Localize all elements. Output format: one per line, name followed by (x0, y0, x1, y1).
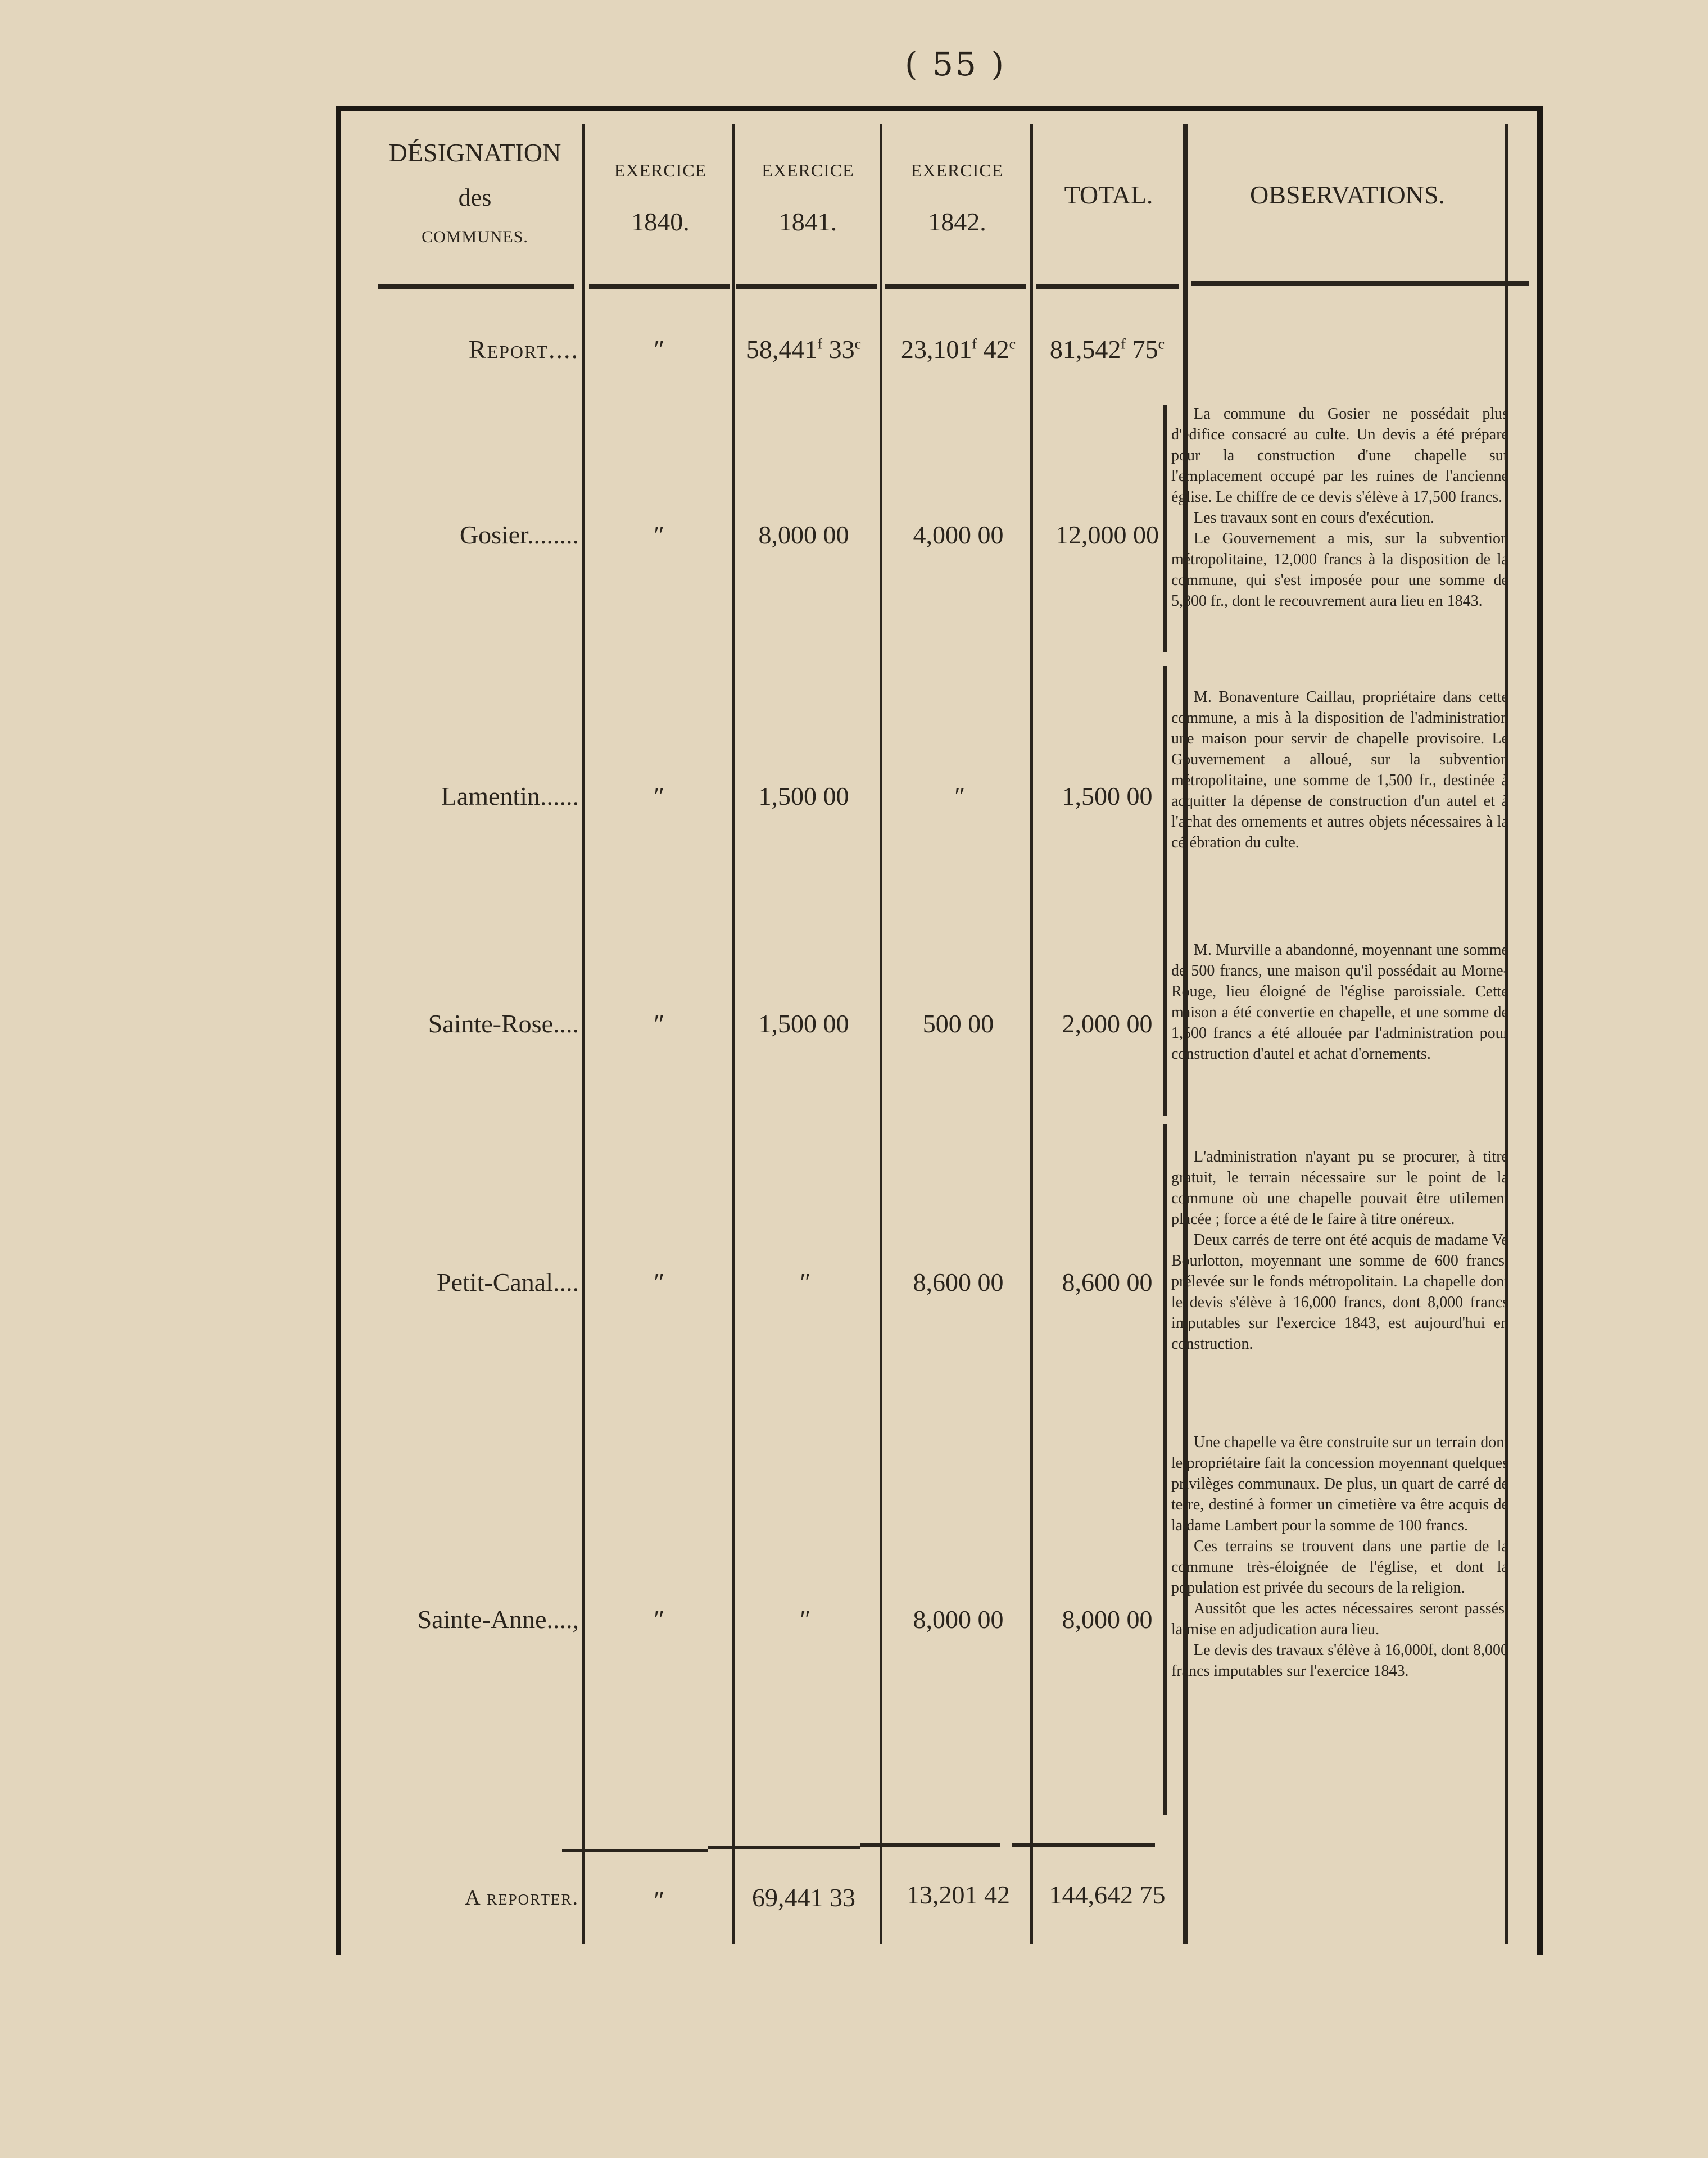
amount-total: 8,000 00 (1062, 1605, 1153, 1634)
header-rule (589, 284, 730, 289)
header-rule (1191, 281, 1529, 286)
observation-paragraph: Le devis des travaux s'élève à 16,000f, dont 8,000 francs imputables sur l'exercice 1843. (1171, 1642, 1508, 1680)
header-exercice-1840 (587, 160, 733, 237)
header-designation-line3: COMMUNES. (422, 228, 528, 246)
amount-1842: ″ (953, 782, 964, 810)
amount-1842: 500 00 (922, 1009, 994, 1038)
page-number: ( 55 ) (905, 45, 1006, 83)
header-exercice-label: EXERCICE (762, 160, 854, 180)
commune-name: Lamentin...... (441, 782, 579, 810)
header-observations: OBSERVATIONS. (1250, 180, 1445, 209)
observation-block (1171, 1432, 1508, 1681)
amount-total: 8,600 00 (1062, 1268, 1153, 1296)
commune-name: Sainte-Anne...., (417, 1605, 579, 1634)
report-1841 (725, 334, 882, 364)
report-total-cents: 75 (1132, 335, 1158, 364)
amount-1841: ″ (798, 1268, 809, 1296)
observation-brace (1163, 1124, 1167, 1416)
amount-1841: 1,500 00 (758, 782, 849, 810)
header-year: 1842. (928, 207, 986, 236)
header-rule (885, 284, 1026, 289)
amount-1842: 8,000 00 (913, 1605, 1004, 1634)
header-designation-line1: DÉSIGNATION (388, 138, 561, 167)
report-label: Report.... (468, 335, 579, 364)
header-exercice-label: EXERCICE (614, 160, 707, 180)
amount-1841: 8,000 00 (758, 520, 849, 549)
header-exercice-1841 (736, 160, 880, 237)
report-1842-cents: 42 (983, 335, 1009, 364)
observation-paragraph: M. Bonaventure Caillau, propriétaire dans cette commune, a mis à la disposition de l'administration une maison pour servir de chapelle provisoire. Le Gouvernement a alloué, sur la subvention métropolitaine, une somme de 1,500 fr., destinée à acquitter la dépense de construction d'un autel et à l'achat des ornements et autres objets nécessaires à la célébration du culte. (1171, 688, 1508, 851)
total-rule (860, 1843, 1000, 1847)
observation-paragraph: Ces terrains se trouvent dans une partie de la commune très-éloignée de l'église, et dont la population est privée du secours de la religion. (1171, 1538, 1508, 1597)
header-exercice-1842 (884, 160, 1031, 237)
carry-forward-1840: ″ (652, 1886, 663, 1915)
amount-1840: ″ (652, 520, 663, 549)
total-rule (562, 1849, 708, 1852)
observation-block (1171, 1146, 1508, 1354)
report-1842-franc-unit: f (972, 336, 977, 352)
observation-block (1171, 404, 1508, 611)
report-1842 (882, 334, 1034, 364)
header-total: TOTAL. (1064, 180, 1153, 209)
carry-forward-total: 144,642 75 (1049, 1880, 1166, 1909)
header-year: 1840. (631, 207, 690, 236)
report-total-franc-unit: f (1121, 336, 1126, 352)
total-rule (1012, 1843, 1155, 1847)
report-1840: ″ (652, 335, 663, 364)
observation-paragraph: Aussitôt que les actes nécessaires seront passés, la mise en adjudication aura lieu. (1171, 1600, 1508, 1638)
observation-paragraph: Deux carrés de terre ont été acquis de madame Ve Bourlotton, moyennant une somme de 600 francs, prélevée sur le fonds métropolitain. La chapelle dont le devis s'élève à 16,000 francs, dont 8,000 francs imputables sur l'exercice 1843, est aujourd'hui en construction. (1171, 1231, 1508, 1353)
amount-total: 1,500 00 (1062, 782, 1153, 810)
amount-1840: ″ (652, 1009, 663, 1038)
commune-name: Sainte-Rose.... (428, 1009, 579, 1038)
report-1842-cent-unit: c (1009, 336, 1016, 352)
observation-paragraph: Les travaux sont en cours d'exécution. (1194, 509, 1435, 527)
observation-block (1171, 687, 1508, 853)
total-rule (708, 1846, 860, 1849)
commune-name: Gosier........ (459, 520, 579, 549)
amount-1840: ″ (652, 782, 663, 810)
amount-total: 2,000 00 (1062, 1009, 1153, 1038)
header-rule (736, 284, 877, 289)
carry-forward-1841: 69,441 33 (752, 1883, 855, 1912)
amount-1842: 8,600 00 (913, 1268, 1004, 1296)
observation-paragraph: M. Murville a abandonné, moyennant une somme de 500 francs, une maison qu'il possédait au Morne-Rouge, lieu éloigné de l'église paroissiale. Cette maison a été convertie en chapelle, et une somme de 1,500 francs a été allouée par l'administration pour construction d'autel et achat d'ornements. (1171, 941, 1508, 1063)
observation-paragraph: La commune du Gosier ne possédait plus d'édifice consacré au culte. Un devis a été préparé pour la construction d'une chapelle sur l'emplacement occupé par les ruines de l'ancienne église. Le chiffre de ce devis s'élève à 17,500 francs. (1171, 405, 1508, 506)
report-1841-franc-unit: f (817, 336, 823, 352)
amount-total: 12,000 00 (1055, 520, 1159, 549)
header-exercice-label: EXERCICE (910, 160, 1004, 180)
header-rule (1036, 284, 1179, 289)
observation-paragraph: Le Gouvernement a mis, sur la subvention métropolitaine, 12,000 francs à la disposition de la commune, qui s'est imposée pour une somme de 5,800 fr., dont le recouvrement aura lieu en 1843. (1171, 530, 1508, 610)
header-rule (378, 284, 574, 289)
report-1841-francs: 58,441 (746, 335, 818, 364)
header-year: 1841. (778, 207, 837, 236)
report-1841-cents: 33 (828, 335, 855, 364)
report-1841-cent-unit: c (854, 336, 862, 352)
observation-brace (1163, 666, 1167, 902)
observation-brace (1163, 405, 1167, 652)
carry-forward-1842: 13,201 42 (907, 1880, 1010, 1909)
amount-1840: ″ (652, 1268, 663, 1296)
observation-paragraph: Une chapelle va être construite sur un terrain dont le propriétaire fait la concession moyennant quelques privilèges communaux. De plus, un quart de carré de terre, destiné à former un cimetière va être acquis de la dame Lambert pour la somme de 100 francs. (1171, 1434, 1508, 1534)
report-1842-francs: 23,101 (900, 335, 972, 364)
observation-brace (1163, 902, 1167, 1116)
observation-paragraph: L'administration n'ayant pu se procurer, à titre gratuit, le terrain nécessaire sur le point de la commune où une chapelle pouvait être utilement placée ; force a été de le faire à titre onéreux. (1171, 1148, 1508, 1228)
amount-1840: ″ (652, 1605, 663, 1634)
observation-brace (1163, 1411, 1167, 1815)
carry-forward-label: A reporter. (465, 1886, 579, 1910)
observation-block (1171, 940, 1508, 1064)
report-total (1029, 334, 1186, 364)
header-designation-line2: des (458, 184, 492, 211)
commune-name: Petit-Canal.... (437, 1268, 579, 1296)
report-total-francs: 81,542 (1049, 335, 1121, 364)
amount-1841: ″ (798, 1605, 809, 1634)
amount-1841: 1,500 00 (758, 1009, 849, 1038)
amount-1842: 4,000 00 (913, 520, 1004, 549)
report-total-cent-unit: c (1158, 336, 1165, 352)
header-designation (371, 138, 579, 247)
